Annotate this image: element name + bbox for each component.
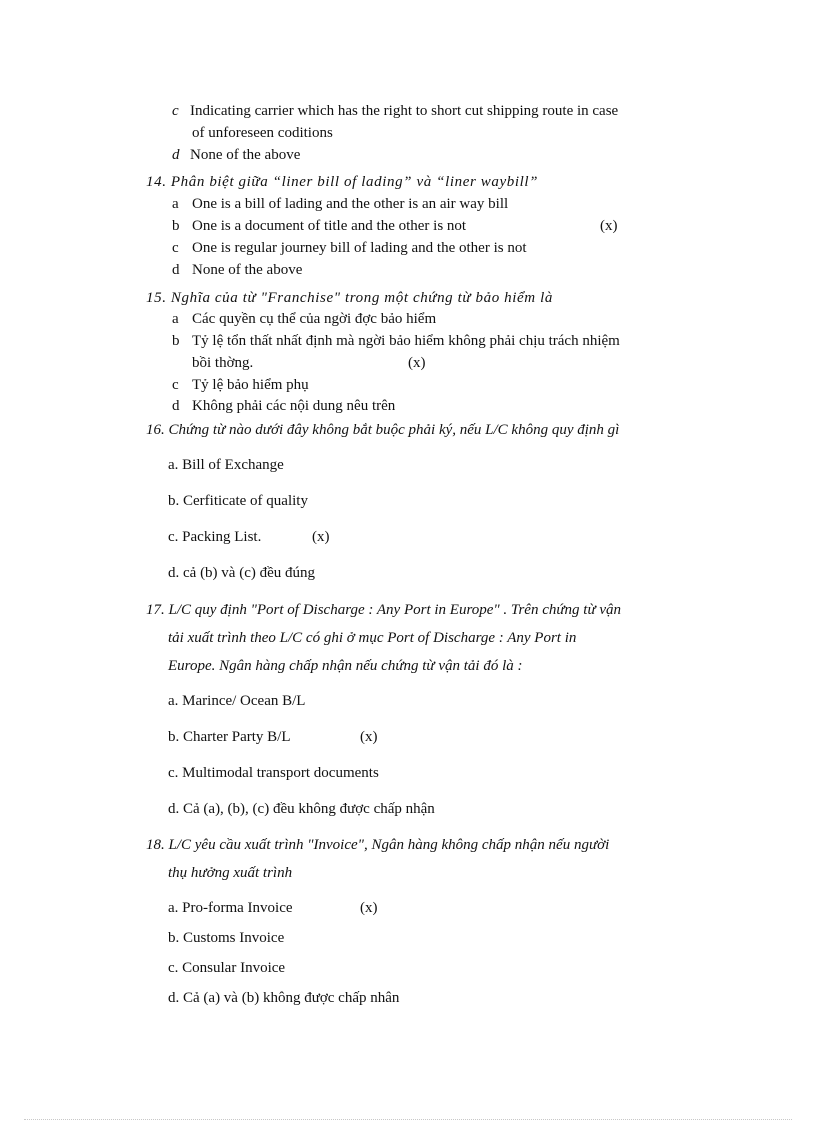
- q18-option-c: [168, 960, 285, 977]
- q16-option-a: [168, 457, 284, 474]
- q16-option-b: [168, 493, 308, 510]
- question-18-title-line-1: 18. L/C yêu cầu xuất trình "Invoice", Ngân hàng không chấp nhận nếu người: [146, 837, 610, 853]
- q17-option-d: [168, 801, 435, 818]
- page-bottom-divider: [24, 1119, 792, 1120]
- option-text: One is regular journey bill of lading and the other is not: [192, 240, 527, 256]
- q15-option-b: [172, 333, 620, 350]
- question-14-title: 14. Phân biệt giữa “liner bill of lading” và “liner waybill”: [146, 174, 539, 190]
- q15-option-c: [172, 377, 309, 394]
- q15-option-a: [172, 311, 436, 328]
- q17-option-b: [168, 729, 378, 746]
- option-text: Các quyền cụ thể của ngời đợc bảo hiểm: [192, 311, 437, 327]
- option-text: d. cả (b) và (c) đều đúng: [168, 565, 316, 581]
- q14-option-d: [172, 262, 302, 279]
- option-letter: d: [172, 398, 180, 414]
- option-text: c. Consular Invoice: [168, 960, 286, 976]
- answer-mark: (x): [360, 900, 378, 916]
- q17-option-c: [168, 765, 379, 782]
- option-text: One is a document of title and the other is not: [192, 218, 467, 234]
- option-letter: d: [172, 147, 180, 163]
- answer-mark: (x): [600, 218, 618, 234]
- q16-option-d: [168, 565, 315, 582]
- option-text: a. Pro-forma Invoice: [168, 900, 293, 916]
- option-text: bồi thờng.: [192, 355, 254, 371]
- option-text: c. Packing List.: [168, 529, 262, 545]
- option-text: None of the above: [192, 262, 303, 278]
- option-letter: a: [172, 311, 179, 327]
- q14-option-c: [172, 240, 527, 257]
- option-text: d. Cả (a), (b), (c) đều không được chấp nhận: [168, 801, 435, 817]
- option-letter: a: [172, 196, 179, 212]
- option-text: One is a bill of lading and the other is an air way bill: [192, 196, 509, 212]
- option-text: b. Cerfiticate of quality: [168, 493, 308, 509]
- option-text: b. Charter Party B/L: [168, 729, 291, 745]
- q17-option-a: [168, 693, 305, 710]
- option-letter: b: [172, 218, 180, 234]
- answer-mark: (x): [408, 355, 426, 371]
- q16-option-c: [168, 529, 330, 546]
- question-17-title-line-3: Europe. Ngân hàng chấp nhận nếu chứng từ vận tải đó là :: [168, 658, 523, 674]
- question-17-title-line-2: tải xuất trình theo L/C có ghi ở mục Port of Discharge : Any Port in: [168, 630, 577, 646]
- q15-option-b-continuation: [192, 355, 426, 372]
- option-text: Indicating carrier which has the right to short cut shipping route in case: [190, 103, 619, 119]
- option-text: a. Marince/ Ocean B/L: [168, 693, 306, 709]
- option-letter: c: [172, 103, 179, 119]
- option-text: a. Bill of Exchange: [168, 457, 284, 473]
- option-text: d. Cả (a) và (b) không được chấp nhân: [168, 990, 400, 1006]
- q13-option-d: [172, 147, 300, 164]
- option-text: Không phải các nội dung nêu trên: [192, 398, 396, 414]
- option-letter: c: [172, 240, 179, 256]
- answer-mark: (x): [360, 729, 378, 745]
- option-text: Tỷ lệ tổn thất nhất định mà ngời bảo hiểm không phải chịu trách nhiệm: [192, 333, 620, 349]
- option-text: b. Customs Invoice: [168, 930, 285, 946]
- question-18-title-line-2: thụ hưởng xuất trình: [168, 865, 293, 881]
- option-letter: b: [172, 333, 180, 349]
- q18-option-d: [168, 990, 399, 1007]
- q15-option-d: [172, 398, 395, 415]
- answer-mark: (x): [312, 529, 330, 545]
- q14-option-b: [172, 218, 618, 235]
- q18-option-a: [168, 900, 378, 917]
- q18-option-b: [168, 930, 284, 947]
- q14-option-a: [172, 196, 508, 213]
- option-letter: d: [172, 262, 180, 278]
- option-text: None of the above: [190, 147, 301, 163]
- q13-option-c: [172, 103, 618, 120]
- option-text: c. Multimodal transport documents: [168, 765, 379, 781]
- question-17-title-line-1: 17. L/C quy định "Port of Discharge : Any Port in Europe" . Trên chứng từ vận: [146, 602, 622, 618]
- q13-option-c-continuation: of unforeseen coditions: [192, 125, 333, 141]
- option-text: Tỷ lệ bảo hiểm phụ: [192, 377, 309, 393]
- question-15-title: 15. Nghĩa của từ "Franchise" trong một chứng từ bảo hiểm là: [146, 290, 553, 306]
- question-16-title: 16. Chứng từ nào dưới đây không bắt buộc phải ký, nếu L/C không quy định gì: [146, 422, 620, 438]
- option-letter: c: [172, 377, 179, 393]
